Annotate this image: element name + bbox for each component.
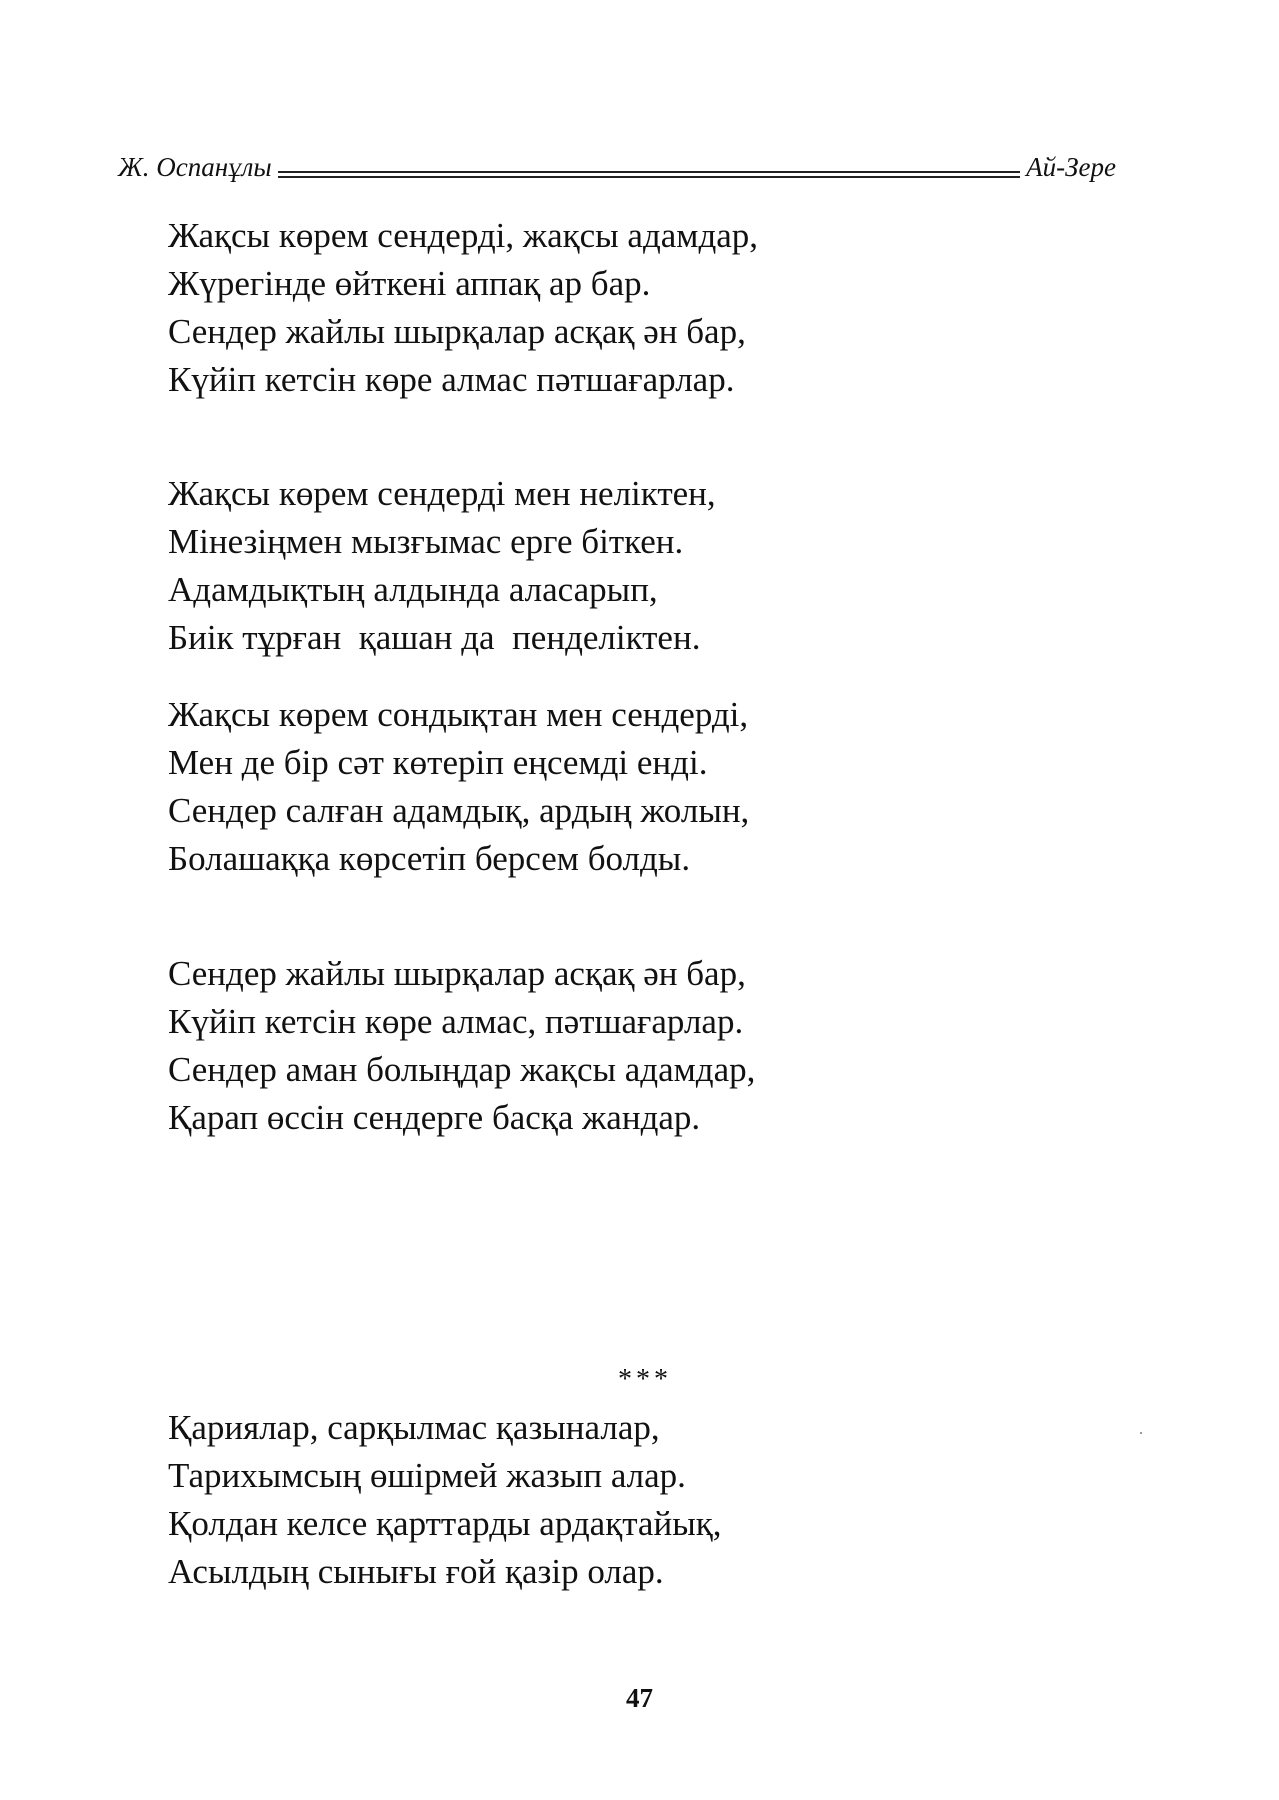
stanza-5 <box>168 1404 1068 1596</box>
poem-line: Күйіп кетсін көре алмас пəтшағарлар. <box>168 360 735 399</box>
poem-line: Сендер жайлы шырқалар асқақ əн бар, <box>168 312 746 351</box>
poem-line: Сендер аман болыңдар жақсы адамдар, <box>168 1050 756 1089</box>
poem-line: Асылдың сынығы ғой қазір олар. <box>168 1552 664 1591</box>
poem-line: Жақсы көрем сондықтан мен сендерді, <box>168 695 749 734</box>
header-double-rule <box>278 171 1021 178</box>
poem-line: Сендер салған адамдық, ардың жолын, <box>168 791 750 830</box>
stanza-1 <box>168 212 1068 404</box>
poem-line: Жүрегінде өйткені аппақ ар бар. <box>168 264 651 303</box>
header-book-title: Ай-Зере <box>1026 152 1116 182</box>
poem-line: Қарап өссін сендерге басқа жандар. <box>168 1098 701 1137</box>
poem-line: Күйіп кетсін көре алмас, пəтшағарлар. <box>168 1002 744 1041</box>
poem-line: Жақсы көрем сендерді мен неліктен, <box>168 474 716 513</box>
poem-line: Мен де бір сəт көтеріп еңсемді енді. <box>168 743 708 782</box>
running-header <box>118 142 1116 182</box>
stanza-2 <box>168 470 1068 662</box>
poem-line: Тарихымсың өшірмей жазып алар. <box>168 1456 686 1495</box>
poem-line: Сендер жайлы шырқалар асқақ əн бар, <box>168 954 746 993</box>
stanza-3 <box>168 691 1068 883</box>
stanza-4 <box>168 950 1068 1142</box>
poem-line: Қариялар, сарқылмас қазыналар, <box>168 1408 660 1447</box>
page-number: 47 <box>626 1683 653 1713</box>
poem-line: Қолдан келсе қарттарды ардақтайық, <box>168 1504 722 1543</box>
scan-speck <box>1140 1432 1142 1434</box>
header-author: Ж. Оспанұлы <box>118 152 272 182</box>
poem-line: Адамдықтың алдында аласарып, <box>168 570 658 609</box>
poem-line: Болашаққа көрсетіп берсем болды. <box>168 839 691 878</box>
poem-line: Мінезіңмен мызғымас ерге біткен. <box>168 522 684 561</box>
section-separator: *** <box>618 1364 672 1395</box>
poem-line: Жақсы көрем сендерді, жақсы адамдар, <box>168 216 759 255</box>
poem-line: Биік тұрған қашан да пенделіктен. <box>168 618 701 657</box>
